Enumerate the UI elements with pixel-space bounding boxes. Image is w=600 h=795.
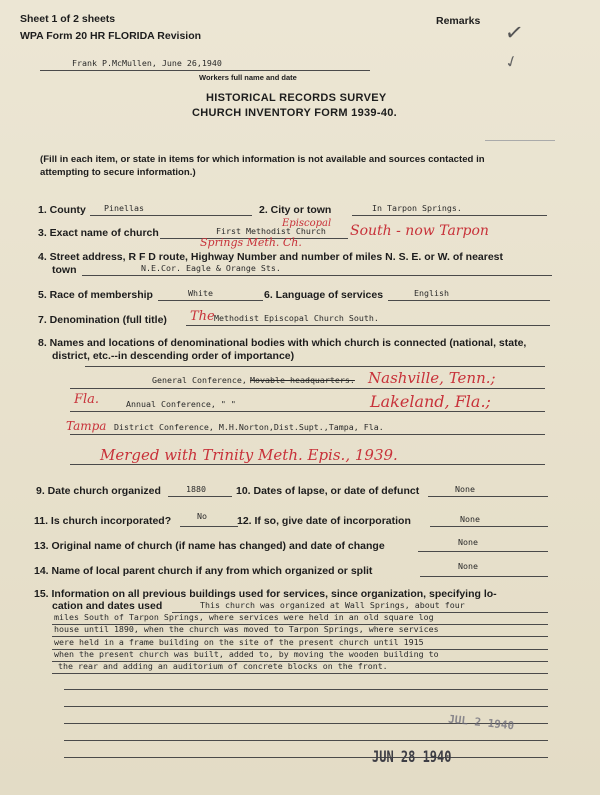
instructions-line-2: attempting to secure information.) — [40, 167, 196, 178]
buildings-text-2: miles South of Tarpon Springs, where services were held in an old square log — [54, 612, 434, 622]
remarks-heading: Remarks — [436, 15, 481, 27]
incorporation-date-value: None — [460, 514, 480, 524]
merged-red-note: Merged with Trinity Meth. Epis., 1939. — [100, 446, 398, 464]
incorporated-value: No — [197, 511, 207, 521]
denomination-label: 7. Denomination (full title) — [38, 314, 167, 326]
annual-conference-red-left: Fla. — [74, 392, 100, 407]
received-stamp-july: JUL 2 1940 — [447, 712, 515, 733]
incorporated-label: 11. Is church incorporated? — [34, 515, 172, 527]
buildings-label: 15. Information on all previous buildings used for services, since organization, specifying lo- — [34, 588, 497, 600]
buildings-text-3: house until 1890, when the church was moved to Tarpon Springs, where services — [54, 624, 439, 634]
instructions-line-1: (Fill in each item, or state in items for which information is not available and sources contacted in — [40, 154, 485, 165]
buildings-text-6: the rear and adding an auditorium of concrete blocks on the front. — [58, 661, 388, 671]
language-value: English — [414, 288, 449, 298]
county-line — [90, 215, 252, 216]
denomination-line — [186, 325, 550, 326]
city-label: 2. City or town — [259, 204, 332, 216]
buildings-label-2: cation and dates used — [52, 600, 163, 612]
received-stamp-june: JUN 28 1940 — [372, 747, 452, 767]
buildings-line-6 — [52, 673, 548, 674]
remarks-line — [485, 140, 555, 141]
address-label: 4. Street address, R F D route, Highway Number and number of miles N. S. E. or W. of nearest — [38, 251, 504, 263]
form-subtitle: CHURCH INVENTORY FORM 1939-40. — [192, 107, 398, 119]
bodies-line-2 — [70, 411, 545, 412]
worker-caption: Workers full name and date — [199, 73, 297, 82]
bodies-line-3 — [70, 434, 545, 435]
form-name: WPA Form 20 HR FLORIDA Revision — [20, 30, 202, 42]
language-label: 6. Language of services — [264, 289, 384, 301]
blank-line-5 — [64, 757, 548, 758]
blank-line-1 — [64, 689, 548, 690]
blank-line-2 — [64, 706, 548, 707]
incorporated-line — [180, 526, 238, 527]
blank-line-4 — [64, 740, 548, 741]
lapse-label: 10. Dates of lapse, or date of defunct — [236, 485, 420, 497]
incorporation-date-line — [430, 526, 548, 527]
original-name-line — [418, 551, 548, 552]
annual-conference-red: Lakeland, Fla.; — [370, 392, 491, 411]
denomination-value: Methodist Episcopal Church South. — [214, 313, 379, 323]
struck-headquarters: Movable headquarters. — [250, 375, 355, 385]
bodies-label-2: district, etc.--in descending order of importance) — [52, 350, 295, 362]
form-title: HISTORICAL RECORDS SURVEY — [206, 92, 387, 104]
general-conference-value: General Conference, — [152, 375, 247, 385]
address-red-note: Springs Meth. Ch. — [200, 236, 302, 249]
buildings-text-5: when the present church was built, added to, by moving the wooden building to — [54, 649, 439, 659]
parent-church-value: None — [458, 561, 478, 571]
county-label: 1. County — [38, 204, 86, 216]
general-conference-red: Nashville, Tenn.; — [368, 369, 496, 387]
annual-conference-value: Annual Conference, " " — [126, 399, 236, 409]
bodies-label: 8. Names and locations of denominational bodies with which church is connected (national, state, — [38, 337, 527, 349]
race-line — [158, 300, 263, 301]
lapse-value: None — [455, 484, 475, 494]
denomination-red-insert: The — [190, 309, 215, 324]
organized-line — [168, 496, 232, 497]
church-name-red-addition: South - now Tarpon — [350, 223, 489, 239]
original-name-label: 13. Original name of church (if name has changed) and date of change — [34, 540, 385, 552]
buildings-text-4: were held in a frame building on the site of the present church until 1915 — [54, 637, 424, 647]
organized-label: 9. Date church organized — [36, 485, 161, 497]
address-label-town: town — [52, 264, 77, 276]
margin-pencil-mark: ✓ — [502, 52, 522, 73]
bodies-line-4 — [70, 464, 545, 465]
race-value: White — [188, 288, 213, 298]
church-name-red-insert: Episcopal — [282, 218, 332, 229]
sheet-count: Sheet 1 of 2 sheets — [20, 13, 116, 25]
address-value: N.E.Cor. Eagle & Orange Sts. — [141, 263, 281, 273]
margin-check-mark: ✓ — [503, 18, 526, 47]
city-value: In Tarpon Springs. — [372, 203, 462, 213]
church-name-label: 3. Exact name of church — [38, 227, 159, 239]
language-line — [388, 300, 550, 301]
incorporation-date-label: 12. If so, give date of incorporation — [237, 515, 411, 527]
city-line — [352, 215, 547, 216]
lapse-line — [428, 496, 548, 497]
bodies-line-1 — [70, 388, 545, 389]
worker-name-date: Frank P.McMullen, June 26,1940 — [72, 58, 222, 68]
bodies-line-0 — [85, 366, 545, 367]
worker-line — [40, 70, 370, 71]
organized-value: 1880 — [186, 484, 206, 494]
parent-church-line — [420, 576, 548, 577]
district-conference-value: District Conference, M.H.Norton,Dist.Supt.,Tampa, Fla. — [114, 422, 384, 432]
original-name-value: None — [458, 537, 478, 547]
district-conference-red-left: Tampa — [66, 419, 107, 433]
race-label: 5. Race of membership — [38, 289, 153, 301]
church-name-value: First Methodist Church — [216, 226, 326, 236]
parent-church-label: 14. Name of local parent church if any from which organized or split — [34, 565, 373, 577]
county-value: Pinellas — [104, 203, 144, 213]
address-line — [82, 275, 552, 276]
buildings-text-1: This church was organized at Wall Springs, about four — [200, 600, 465, 610]
